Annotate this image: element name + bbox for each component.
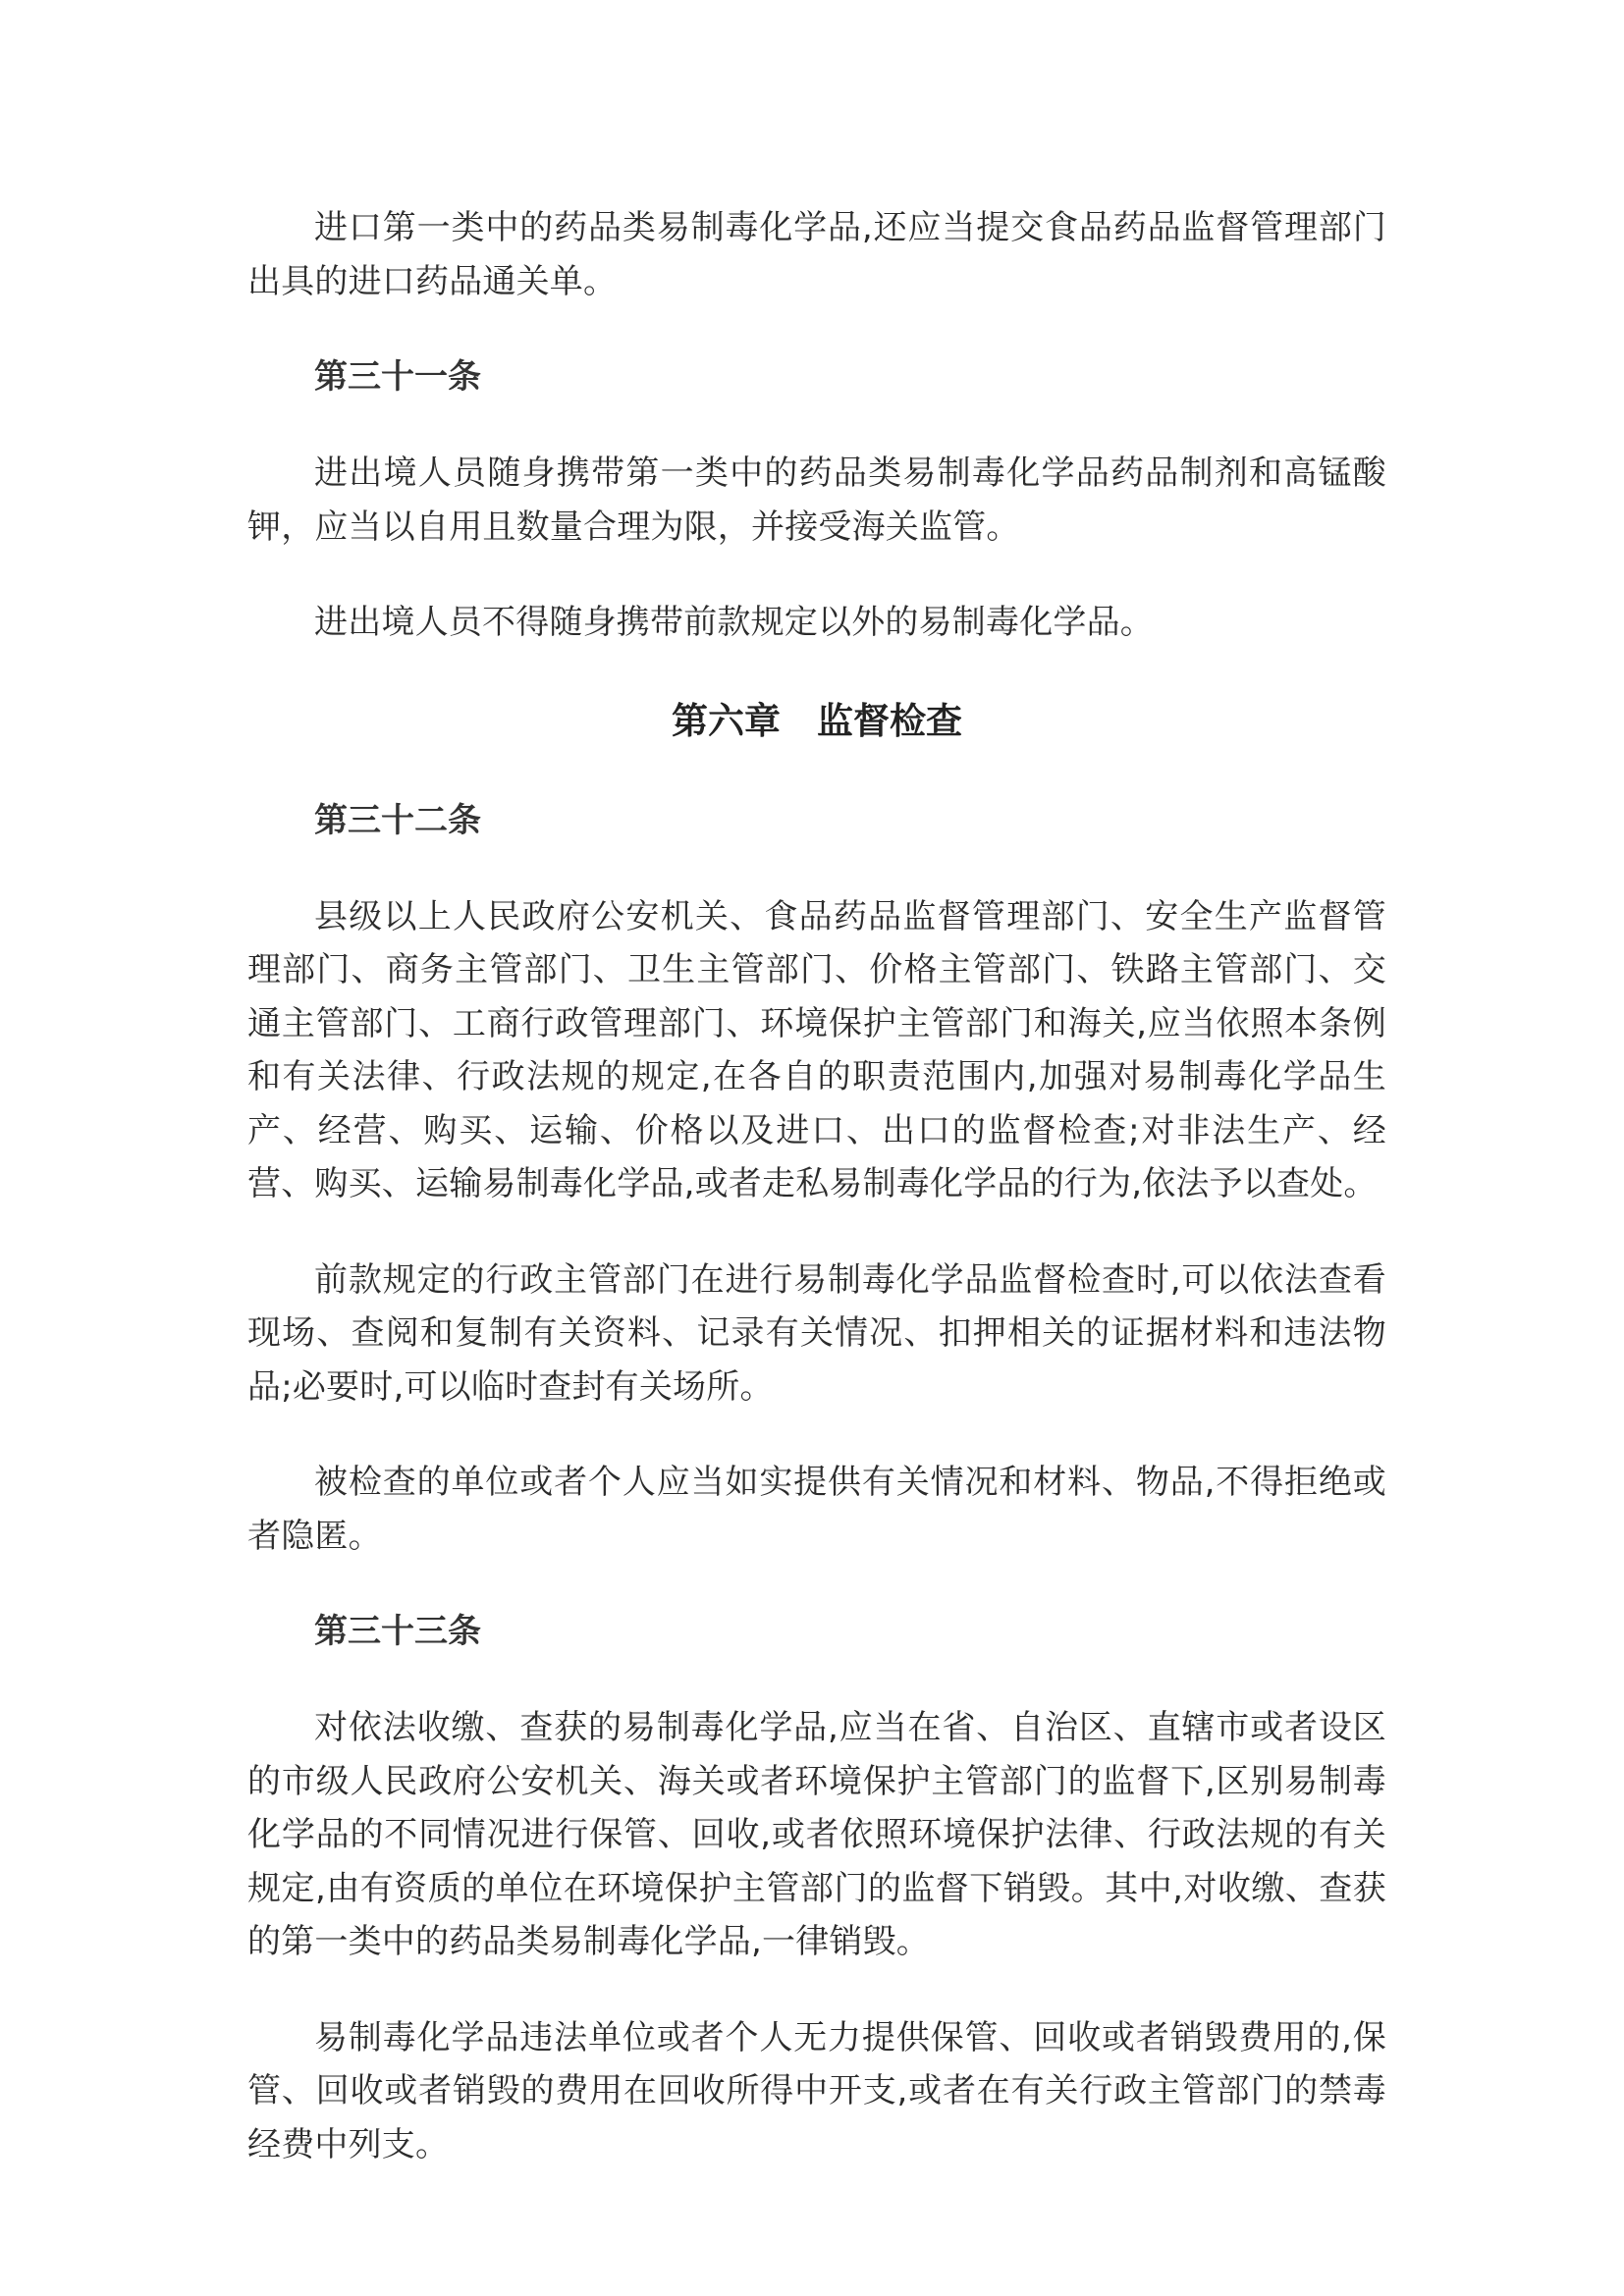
article-heading-32: 第三十二条	[314, 800, 481, 840]
article-heading-31: 第三十一条	[314, 357, 481, 397]
document-page	[247, 201, 1386, 2214]
paragraph-inspection-powers: 前款规定的行政主管部门在进行易制毒化学品监督检查时,可以依法查看现场、查阅和复制有关资料、记录有关情况、扣押相关的证据材料和违法物品;必要时,可以临时查封有关场所。	[247, 1259, 1386, 1407]
paragraph-travelers-prohibited: 进出境人员不得随身携带前款规定以外的易制毒化学品。	[314, 603, 1154, 642]
paragraph-travelers-carrying: 进出境人员随身携带第一类中的药品类易制毒化学品药品制剂和高锰酸钾，应当以自用且数量合理为限，并接受海关监管。	[247, 454, 1386, 547]
paragraph-inspected-obligations: 被检查的单位或者个人应当如实提供有关情况和材料、物品,不得拒绝或者隐匿。	[247, 1463, 1386, 1556]
paragraph-import-customs-clearance: 进口第一类中的药品类易制毒化学品,还应当提交食品药品监督管理部门出具的进口药品通关单。	[247, 208, 1386, 301]
paragraph-supervision-departments: 县级以上人民政府公安机关、食品药品监督管理部门、安全生产监督管理部门、商务主管部门、卫生主管部门、价格主管部门、铁路主管部门、交通主管部门、工商行政管理部门、环境保护主管部门和海关,应当依照本条例和有关法律、行政法规的规定,在各自的职责范围内,加强对易制毒化学品生产、经营、购买、运输、价格以及进口、出口的监督检查;对非法生产、经营、购买、运输易制毒化学品,或者走私易制毒化学品的行为,依法予以查处。	[247, 896, 1386, 1203]
chapter-heading-6: 第六章 监督检查	[672, 699, 962, 742]
paragraph-seized-chemicals-handling: 对依法收缴、查获的易制毒化学品,应当在省、自治区、直辖市或者设区的市级人民政府公安机关、海关或者环境保护主管部门的监督下,区别易制毒化学品的不同情况进行保管、回收,或者依照环境保护法律、行政法规的有关规定,由有资质的单位在环境保护主管部门的监督下销毁。其中,对收缴、查获的第一类中的药品类易制毒化学品,一律销毁。	[247, 1708, 1386, 1961]
article-heading-33: 第三十三条	[314, 1612, 481, 1651]
paragraph-disposal-costs: 易制毒化学品违法单位或者个人无力提供保管、回收或者销毁费用的,保管、回收或者销毁的费用在回收所得中开支,或者在有关行政主管部门的禁毒经费中列支。	[247, 2017, 1386, 2164]
